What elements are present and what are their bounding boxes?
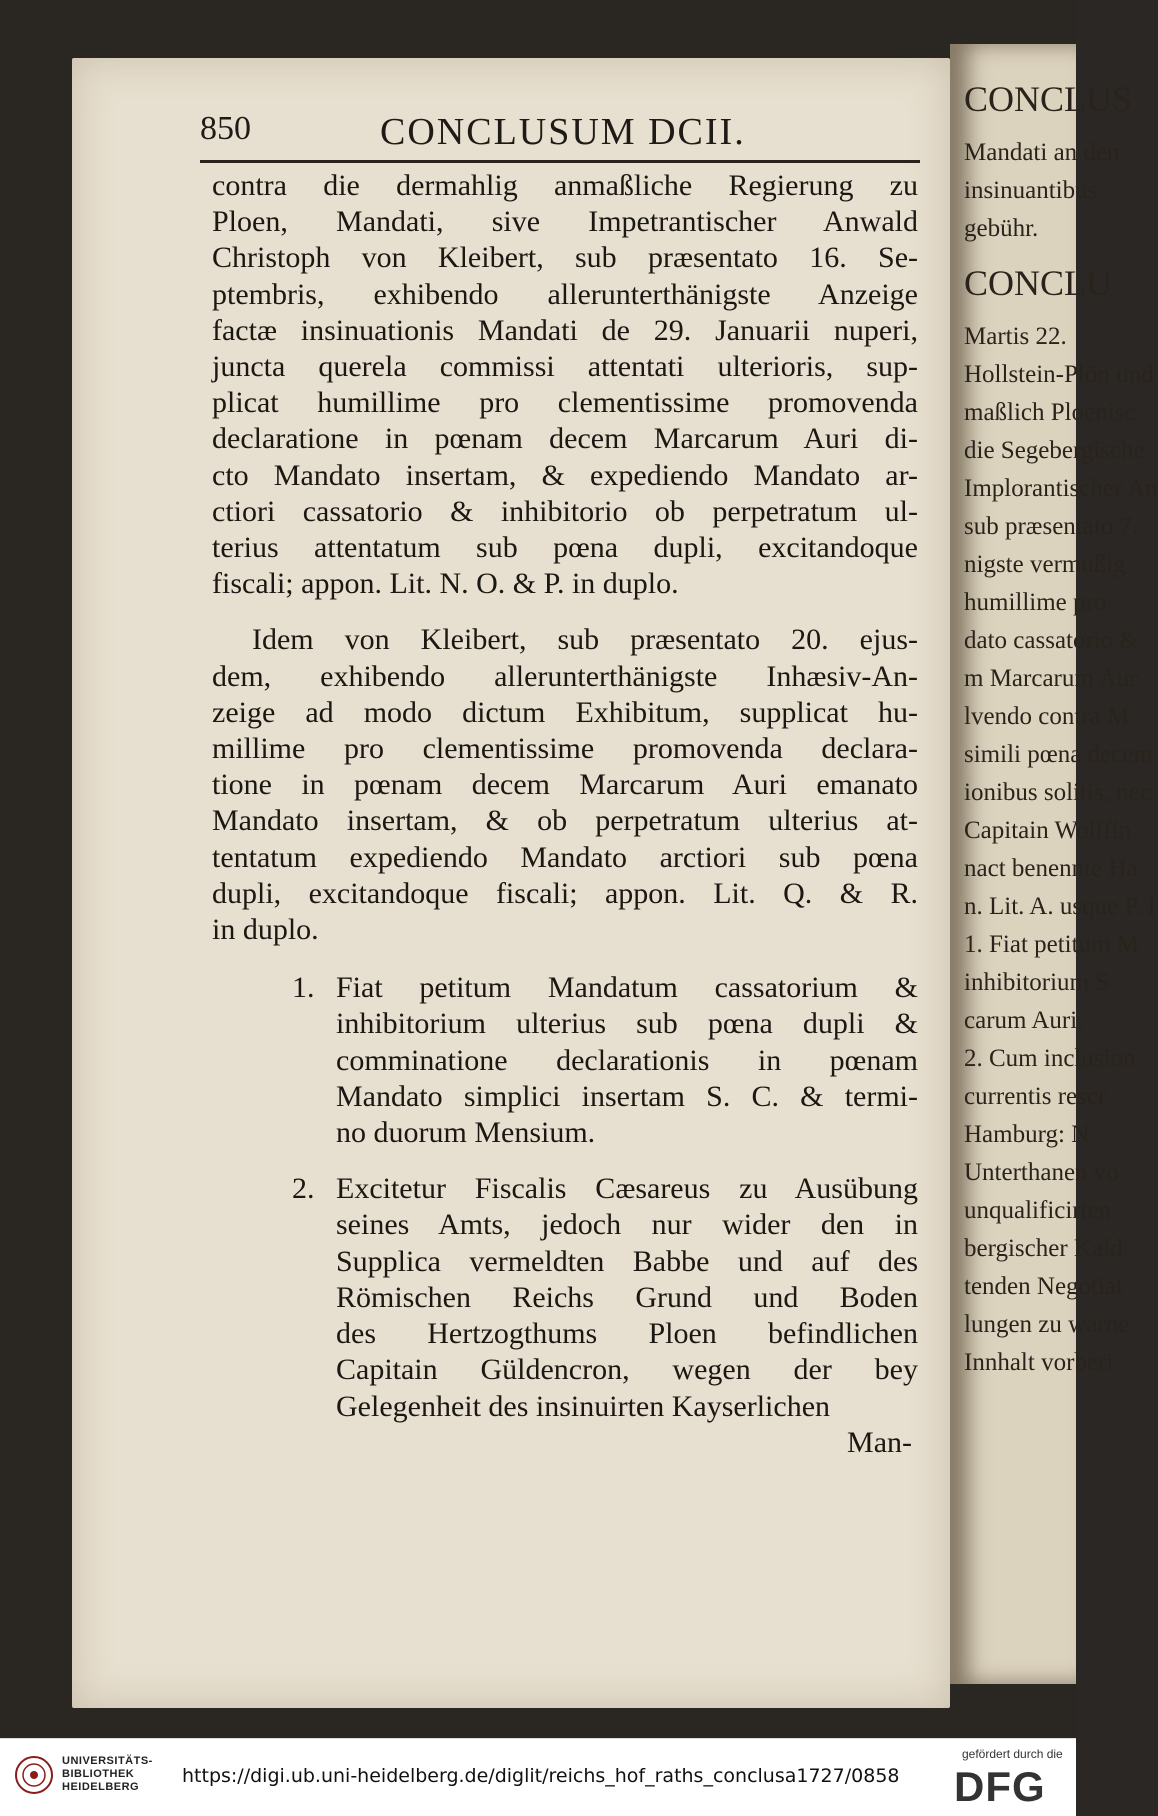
item-text <box>336 1171 918 1424</box>
facing-page-line: lvendo contra M <box>964 703 1130 730</box>
facing-page-line: n. Lit. A. usque P. i <box>964 893 1155 920</box>
university-seal-icon <box>14 1755 54 1795</box>
library-name-line: UNIVERSITÄTS- <box>62 1755 153 1767</box>
text-line: zeige ad modo dictum Exhibitum, supplicat hu- <box>212 695 918 729</box>
catchword: Man- <box>847 1425 912 1459</box>
facing-page-line: die Segebergische <box>964 437 1145 464</box>
page-body <box>212 168 918 1461</box>
facing-page-line: tenden Negotiat <box>964 1273 1123 1300</box>
viewer-footer <box>0 1738 1076 1816</box>
facing-page-edge <box>950 44 1158 1684</box>
library-name-line: BIBLIOTHEK <box>62 1768 135 1780</box>
item-number: 2. <box>292 1172 315 1206</box>
text-line: plicat humillime pro clementissime promovenda <box>212 386 918 420</box>
text-line: Gelegenheit des insinuirten Kayserlichen <box>336 1389 831 1423</box>
item-text <box>336 970 918 1151</box>
facing-page-line: Martis 22. <box>964 323 1067 350</box>
facing-page-line: sub præsentato 7. <box>964 513 1139 540</box>
library-logo-text <box>62 1755 153 1794</box>
page-header <box>130 110 920 160</box>
facing-page-line: nact benennte Ha <box>964 855 1138 882</box>
text-line: juncta querela commissi attentati ulterioris, sup- <box>212 350 918 384</box>
text-line: Excitetur Fiscalis Cæsareus zu Ausübung <box>336 1172 918 1206</box>
facing-page-line: ionibus solitis, nec <box>964 779 1151 806</box>
facing-page-line: maßlich Ploenisc <box>964 399 1136 426</box>
decision-item-2 <box>212 1171 918 1424</box>
text-line: Christoph von Kleibert, sub præsentato 16. Se- <box>212 241 918 275</box>
text-line: Fiat petitum Mandatum cassatorium & <box>336 971 918 1005</box>
decision-item-1 <box>212 970 918 1151</box>
text-line: ctiori cassatorio & inhibitorio ob perpetratum ul- <box>212 494 918 528</box>
facing-page-line: bergischer Kald <box>964 1235 1123 1262</box>
text-line: des Hertzogthums Ploen befindlichen <box>336 1317 918 1351</box>
library-name-line: HEIDELBERG <box>62 1781 140 1793</box>
permalink-url[interactable]: https://digi.ub.uni-heidelberg.de/diglit/reichs_hof_raths_conclusa1727/0858 <box>182 1765 900 1787</box>
facing-page-line: 2. Cum inclusion <box>964 1045 1136 1072</box>
facing-page-line: Hamburg: N <box>964 1121 1090 1148</box>
text-line: no duorum Mensium. <box>336 1116 596 1150</box>
text-line: Ploen, Mandati, sive Impetrantischer Anwald <box>212 205 918 239</box>
text-line: Mandato simplici insertam S. C. & termi- <box>336 1079 918 1113</box>
facing-page-line: carum Auri. <box>964 1007 1084 1034</box>
page-number: 850 <box>200 110 251 147</box>
text-line: tentatum expediendo Mandato arctiori sub pœna <box>212 840 918 874</box>
facing-page-line: unqualificirten <box>964 1197 1112 1224</box>
text-line: fiscali; appon. Lit. N. O. & P. in duplo. <box>212 567 679 601</box>
facing-page-line: Implorantischer An <box>964 475 1158 502</box>
facing-page-line: Unterthanen vo <box>964 1159 1119 1186</box>
text-line: tione in pœnam decem Marcarum Auri emanato <box>212 768 918 802</box>
text-line: millime pro clementissime promovenda declara- <box>212 732 918 766</box>
text-line: factæ insinuationis Mandati de 29. Januarii nuperi, <box>212 313 918 347</box>
facing-page-line: humillime pro <box>964 589 1107 616</box>
text-line: terius attentatum sub pœna dupli, excitandoque <box>212 531 918 565</box>
facing-page-line: Hollstein-Plön und <box>964 361 1154 388</box>
header-rule <box>200 160 920 163</box>
item-number: 1. <box>292 971 315 1005</box>
facing-page-line: Capitain Wolffin <box>964 817 1132 844</box>
text-line: inhibitorium ulterius sub pœna dupli & <box>336 1007 918 1041</box>
text-line: Capitain Güldencron, wegen der bey <box>336 1353 918 1387</box>
text-line: Mandato insertam, & ob perpetratum ulterius at- <box>212 804 918 838</box>
text-line: comminatione declarationis in pœnam <box>336 1043 918 1077</box>
facing-page-line: lungen zu warne <box>964 1311 1130 1338</box>
funded-by-label: gefördert durch die <box>962 1747 1063 1761</box>
dfg-logo: DFG <box>954 1763 1046 1810</box>
text-line: ptembris, exhibendo allerunterthänigste Anzeige <box>212 277 918 311</box>
facing-page-line: gebühr. <box>964 215 1039 242</box>
facing-page-line: m Marcarum Aur <box>964 665 1138 692</box>
facing-page-line: nigste vermüßig <box>964 551 1126 578</box>
facing-page-line: 1. Fiat petitum M <box>964 931 1139 958</box>
text-line: Supplica vermeldten Babbe und auf des <box>336 1244 918 1278</box>
facing-page-line: Innhalt vorberi <box>964 1349 1114 1376</box>
paragraph-2 <box>212 622 918 948</box>
text-line: Römischen Reichs Grund und Boden <box>336 1280 918 1314</box>
text-line: seines Amts, jedoch nur wider den in <box>336 1208 918 1242</box>
facing-page-line: insinuantibus <box>964 177 1098 204</box>
text-line: declaratione in pœnam decem Marcarum Auri di- <box>212 422 918 456</box>
facing-page-line: simili pœna decem <box>964 741 1153 768</box>
facing-page-text <box>964 64 1158 1382</box>
paragraph-1 <box>212 168 918 602</box>
text-line: cto Mandato insertam, & expediendo Mandato ar- <box>212 458 918 492</box>
running-head: CONCLUSUM DCII. <box>380 111 746 153</box>
facing-page-line: currentis rescr <box>964 1083 1107 1110</box>
facing-page-line: Mandati an den <box>964 139 1120 166</box>
text-line: contra die dermahlig anmaßliche Regierung zu <box>212 169 918 202</box>
facing-page-line: inhibitorium S <box>964 969 1110 996</box>
text-line: dupli, excitandoque fiscali; appon. Lit. Q. & R. <box>212 876 918 910</box>
facing-page-line: CONCLU <box>964 263 1113 303</box>
facing-page-line: dato cassatorio & <box>964 627 1139 654</box>
text-line: in duplo. <box>212 913 319 947</box>
text-line: Idem von Kleibert, sub præsentato 20. ejus- <box>252 623 918 657</box>
facing-page-line: CONCLUS <box>964 79 1133 119</box>
text-line: dem, exhibendo allerunterthänigste Inhæsiv-An- <box>212 659 918 693</box>
